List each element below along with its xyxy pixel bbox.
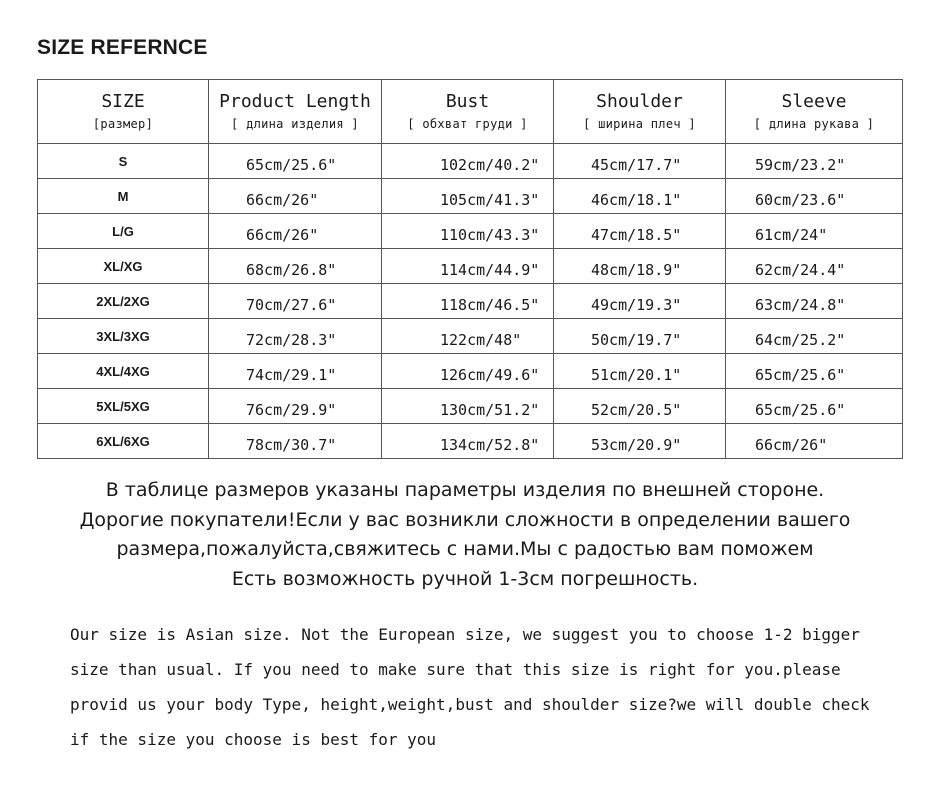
cell-value: 49cm/19.3" <box>591 296 682 314</box>
cell-value: 102cm/40.2" <box>440 156 540 174</box>
bust-cell <box>382 249 554 284</box>
shoulder-cell <box>554 144 726 179</box>
sleeve-cell <box>726 284 903 319</box>
bust-cell <box>382 144 554 179</box>
length-cell <box>209 389 382 424</box>
shoulder-cell <box>554 179 726 214</box>
bust-cell <box>382 389 554 424</box>
header-label: SIZE <box>101 90 145 112</box>
header-product-length <box>209 80 382 144</box>
size-cell: 2XL/2XG <box>38 284 209 319</box>
cell-value: 105cm/41.3" <box>440 191 540 209</box>
cell-value: 63cm/24.8" <box>755 296 846 314</box>
english-note <box>70 617 920 757</box>
cell-value: 65cm/25.6" <box>755 366 846 384</box>
header-size <box>38 80 209 144</box>
cell-value: 78cm/30.7" <box>246 436 337 454</box>
cell-value: 134cm/52.8" <box>440 436 540 454</box>
cell-value: 130cm/51.2" <box>440 401 540 419</box>
cell-value: 122cm/48" <box>440 331 522 349</box>
size-cell: M <box>38 179 209 214</box>
size-cell: XL/XG <box>38 249 209 284</box>
sleeve-cell <box>726 214 903 249</box>
sleeve-cell <box>726 179 903 214</box>
bust-cell <box>382 179 554 214</box>
length-cell <box>209 284 382 319</box>
bust-cell <box>382 214 554 249</box>
cell-value: 61cm/24" <box>755 226 828 244</box>
cell-value: 110cm/43.3" <box>440 226 540 244</box>
cell-value: 60cm/23.6" <box>755 191 846 209</box>
cell-value: 45cm/17.7" <box>591 156 682 174</box>
russian-note-line: Есть возможность ручной 1-3см погрешность. <box>231 567 699 590</box>
header-label: Bust <box>445 90 490 112</box>
sleeve-cell <box>726 354 903 389</box>
size-cell: 4XL/4XG <box>38 354 209 389</box>
english-note-line: if the size you choose is best for you <box>70 730 437 749</box>
table-row <box>38 214 903 249</box>
length-cell <box>209 179 382 214</box>
cell-value: 72cm/28.3" <box>246 331 337 349</box>
length-cell <box>209 319 382 354</box>
header-sublabel: [ длина изделия ] <box>231 116 359 131</box>
cell-value: 50cm/19.7" <box>591 331 682 349</box>
cell-value: 53cm/20.9" <box>591 436 682 454</box>
table-row <box>38 319 903 354</box>
russian-note-line: В таблице размеров указаны параметры изделия по внешней стороне. <box>105 479 825 501</box>
cell-value: 76cm/29.9" <box>246 401 337 419</box>
cell-value: 51cm/20.1" <box>591 366 682 384</box>
shoulder-cell <box>554 249 726 284</box>
header-label: Sleeve <box>781 90 847 112</box>
page-title: SIZE REFERNCE <box>37 36 208 59</box>
cell-value: 59cm/23.2" <box>755 156 846 174</box>
bust-cell <box>382 424 554 459</box>
sleeve-cell <box>726 424 903 459</box>
russian-note <box>0 476 930 594</box>
cell-value: 46cm/18.1" <box>591 191 682 209</box>
table-row <box>38 424 903 459</box>
length-cell <box>209 424 382 459</box>
table-row <box>38 354 903 389</box>
shoulder-cell <box>554 424 726 459</box>
bust-cell <box>382 354 554 389</box>
cell-value: 52cm/20.5" <box>591 401 682 419</box>
russian-note-line: Дорогие покупатели!Если у вас возникли сложности в определении вашего <box>79 508 851 531</box>
sleeve-cell <box>726 144 903 179</box>
cell-value: 118cm/46.5" <box>440 296 540 314</box>
cell-value: 114cm/44.9" <box>440 261 540 279</box>
cell-value: 66cm/26" <box>755 436 828 454</box>
header-sublabel: [ длина рукава ] <box>753 116 875 131</box>
cell-value: 64cm/25.2" <box>755 331 846 349</box>
length-cell <box>209 354 382 389</box>
length-cell <box>209 249 382 284</box>
cell-value: 62cm/24.4" <box>755 261 846 279</box>
cell-value: 126cm/49.6" <box>440 366 540 384</box>
size-cell: S <box>38 144 209 179</box>
header-sublabel: [ ширина плеч ] <box>583 116 696 131</box>
sleeve-cell <box>726 249 903 284</box>
table-row <box>38 389 903 424</box>
header-shoulder <box>554 80 726 144</box>
size-cell: L/G <box>38 214 209 249</box>
shoulder-cell <box>554 319 726 354</box>
shoulder-cell <box>554 354 726 389</box>
russian-note-line: размера,пожалуйста,свяжитесь с нами.Мы с радостью вам поможем <box>116 538 814 560</box>
length-cell <box>209 214 382 249</box>
cell-value: 66cm/26" <box>246 191 319 209</box>
header-sublabel: [размер] <box>92 116 154 131</box>
shoulder-cell <box>554 214 726 249</box>
header-label: Product Length <box>219 90 371 112</box>
bust-cell <box>382 319 554 354</box>
sleeve-cell <box>726 389 903 424</box>
english-note-line: provid us your body Type, height,weight,bust and shoulder size?we will double check <box>70 695 870 714</box>
cell-value: 65cm/25.6" <box>755 401 846 419</box>
cell-value: 65cm/25.6" <box>246 156 337 174</box>
cell-value: 74cm/29.1" <box>246 366 337 384</box>
table-row <box>38 179 903 214</box>
table-row <box>38 144 903 179</box>
length-cell <box>209 144 382 179</box>
cell-value: 47cm/18.5" <box>591 226 682 244</box>
header-sleeve <box>726 80 903 144</box>
table-header-row <box>38 80 903 144</box>
size-cell: 5XL/5XG <box>38 389 209 424</box>
bust-cell <box>382 284 554 319</box>
size-cell: 3XL/3XG <box>38 319 209 354</box>
sleeve-cell <box>726 319 903 354</box>
english-note-line: Our size is Asian size. Not the European size, we suggest you to choose 1-2 bigger <box>70 625 860 644</box>
cell-value: 70cm/27.6" <box>246 296 337 314</box>
cell-value: 66cm/26" <box>246 226 319 244</box>
header-bust <box>382 80 554 144</box>
table-row <box>38 284 903 319</box>
size-chart-table <box>37 79 903 459</box>
size-cell: 6XL/6XG <box>38 424 209 459</box>
header-label: Shoulder <box>596 90 683 112</box>
shoulder-cell <box>554 389 726 424</box>
cell-value: 48cm/18.9" <box>591 261 682 279</box>
english-note-line: size than usual. If you need to make sure that this size is right for you.please <box>70 660 841 679</box>
header-sublabel: [ обхват груди ] <box>407 116 528 131</box>
shoulder-cell <box>554 284 726 319</box>
cell-value: 68cm/26.8" <box>246 261 337 279</box>
table-row <box>38 249 903 284</box>
